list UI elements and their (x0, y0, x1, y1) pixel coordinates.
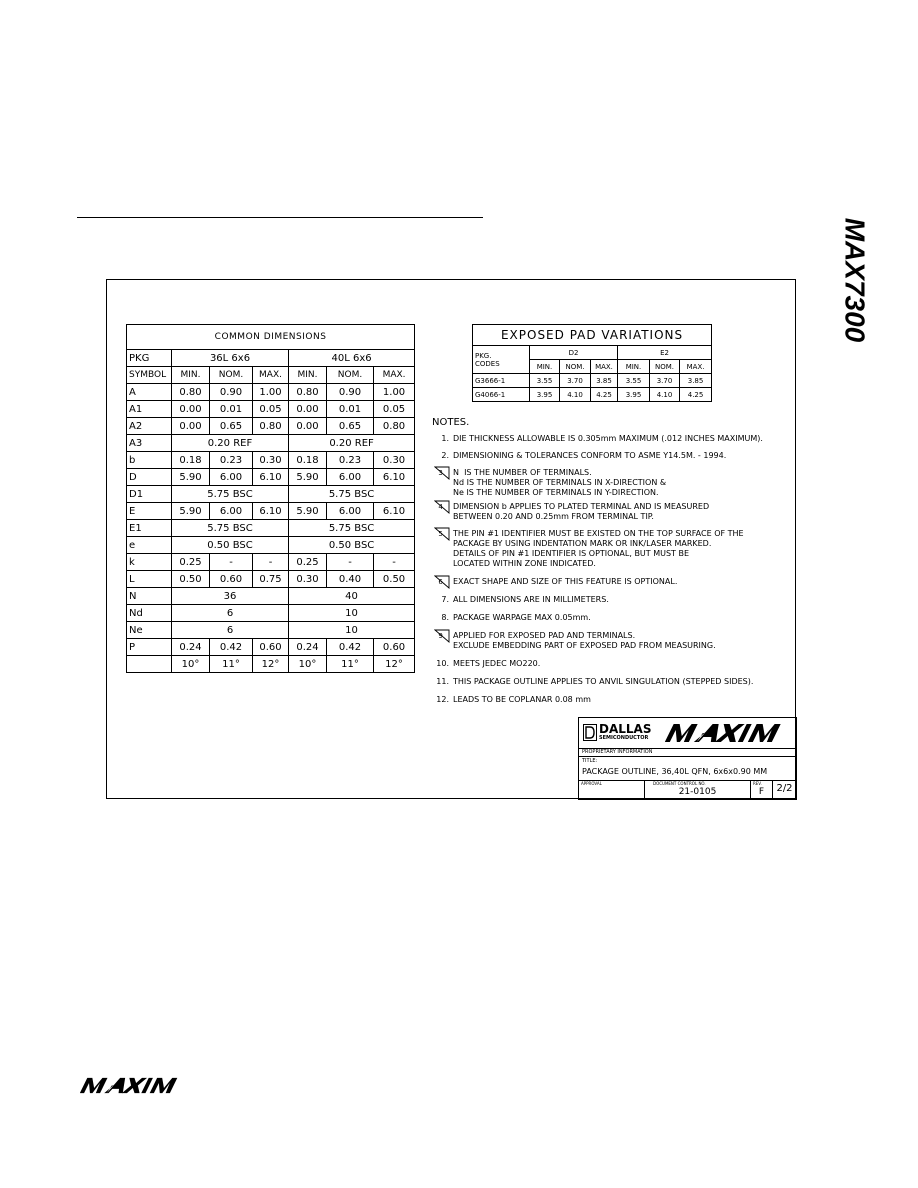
dims-merged-40l: 10 (289, 622, 415, 639)
dims-cell: 0.42 (210, 639, 253, 656)
pkg-36l: 36L 6x6 (172, 350, 289, 367)
dims-symbol: E1 (127, 520, 172, 537)
dims-merged-36l: 0.20 REF (172, 435, 289, 452)
dims-row (127, 469, 415, 486)
pad-col-head: MIN. (530, 360, 560, 374)
note-text: PACKAGE WARPAGE MAX 0.05mm. (453, 613, 591, 622)
dims-cell: - (374, 554, 415, 571)
pkg-codes-label: PKG. CODES (473, 346, 530, 374)
dims-cell: 0.50 (172, 571, 210, 588)
pad-cell: 3.55 (618, 374, 650, 388)
dims-cell: 0.65 (210, 418, 253, 435)
dims-cell: 0.75 (253, 571, 289, 588)
dims-cell: 5.90 (172, 503, 210, 520)
pad-cell: 4.25 (591, 388, 618, 402)
dims-cell: 1.00 (374, 384, 415, 401)
pad-title: EXPOSED PAD VARIATIONS (473, 325, 712, 346)
dims-row (127, 656, 415, 673)
pad-cell: 3.95 (530, 388, 560, 402)
dallas-mark-icon (583, 724, 597, 741)
dims-col-head: NOM. (210, 367, 253, 384)
dims-row (127, 452, 415, 469)
pad-cell: 4.10 (650, 388, 680, 402)
dims-row (127, 622, 415, 639)
note-text: DIMENSIONING & TOLERANCES CONFORM TO ASME Y14.5M. - 1994. (453, 451, 727, 460)
dims-cell: 1.00 (253, 384, 289, 401)
dims-cell: 0.30 (289, 571, 327, 588)
dims-cell: 12° (253, 656, 289, 673)
dims-row (127, 486, 415, 503)
dims-cell: 5.90 (172, 469, 210, 486)
pkg-40l: 40L 6x6 (289, 350, 415, 367)
pad-row (473, 374, 712, 388)
title-row (579, 756, 796, 781)
dims-cell: 0.60 (210, 571, 253, 588)
proprietary-label: PROPRIETARY INFORMATION (582, 749, 653, 755)
note-text: N IS THE NUMBER OF TERMINALS. Nd IS THE NUMBER OF TERMINALS IN X-DIRECTION & Ne IS THE NUMBER OF TERMINALS IN Y-DIRECTION. (453, 468, 667, 497)
note-text: MEETS JEDEC MO220. (453, 659, 541, 668)
doc-control-number: 21-0105 (678, 787, 717, 797)
dims-merged-36l: 36 (172, 588, 289, 605)
dims-row (127, 537, 415, 554)
doc-control-row (579, 780, 796, 799)
dims-row (127, 418, 415, 435)
note-number: 12. (436, 695, 449, 704)
dims-cell: 0.80 (374, 418, 415, 435)
dims-symbol: Nd (127, 605, 172, 622)
dims-cell: 0.80 (289, 384, 327, 401)
note-number: 8. (441, 613, 449, 622)
package-drawing-frame (106, 279, 796, 799)
dims-col-head: MAX. (253, 367, 289, 384)
pad-code: G4066-1 (473, 388, 530, 402)
title-block (578, 717, 797, 800)
dims-cell: - (327, 554, 374, 571)
dims-cell: 0.18 (172, 452, 210, 469)
dims-cell: 10° (172, 656, 210, 673)
pad-cell: 3.95 (618, 388, 650, 402)
dims-merged-40l: 0.20 REF (289, 435, 415, 452)
dims-merged-40l: 0.50 BSC (289, 537, 415, 554)
note-text: DIMENSION b APPLIES TO PLATED TERMINAL AND IS MEASURED BETWEEN 0.20 AND 0.25mm FROM TERMINAL TIP. (453, 502, 710, 521)
dims-symbol: E (127, 503, 172, 520)
pkg-label: PKG (127, 350, 172, 367)
part-number-vertical (824, 205, 884, 355)
note-number: 10. (436, 659, 449, 668)
dims-cell: 0.30 (253, 452, 289, 469)
dims-row (127, 639, 415, 656)
dims-cell: 0.01 (327, 401, 374, 418)
notes-title: NOTES. (432, 417, 470, 428)
approval-label: APPROVAL (581, 781, 602, 786)
dims-symbol: A3 (127, 435, 172, 452)
pad-cell: 3.70 (650, 374, 680, 388)
dims-cell: 0.60 (374, 639, 415, 656)
dims-row (127, 588, 415, 605)
note-text: LEADS TO BE COPLANAR 0.08 mm (453, 695, 591, 704)
pad-code: G3666-1 (473, 374, 530, 388)
dims-cell: 0.24 (289, 639, 327, 656)
dims-merged-36l: 6 (172, 622, 289, 639)
dims-symbol: k (127, 554, 172, 571)
dims-merged-36l: 0.50 BSC (172, 537, 289, 554)
dims-cell: 0.00 (172, 418, 210, 435)
note-text: APPLIED FOR EXPOSED PAD AND TERMINALS. EXCLUDE EMBEDDING PART OF EXPOSED PAD FROM MEASURING. (453, 631, 716, 650)
dims-row (127, 605, 415, 622)
title-label: TITLE: (582, 758, 598, 764)
note-number: 2. (441, 451, 449, 460)
dims-symbol: D (127, 469, 172, 486)
note-number: 4. (438, 503, 445, 511)
footer-maxim-logo-icon (80, 1077, 186, 1094)
pad-cell: 3.85 (591, 374, 618, 388)
dims-merged-40l: 40 (289, 588, 415, 605)
pad-col-head: NOM. (650, 360, 680, 374)
dims-cell: 0.30 (374, 452, 415, 469)
maxim-logo-icon (665, 723, 791, 743)
dims-merged-36l: 5.75 BSC (172, 486, 289, 503)
note-text: ALL DIMENSIONS ARE IN MILLIMETERS. (453, 595, 609, 604)
pad-cell: 3.70 (560, 374, 591, 388)
pad-col-head: MAX. (591, 360, 618, 374)
dims-cell: 0.23 (210, 452, 253, 469)
note-number: 5. (438, 530, 445, 538)
sheet-cell (773, 780, 796, 799)
dims-row (127, 401, 415, 418)
dims-symbol: P (127, 639, 172, 656)
dims-cell: - (253, 554, 289, 571)
dims-cell: 0.40 (327, 571, 374, 588)
rev-label: REV. (753, 781, 762, 786)
pad-col-head: MAX. (680, 360, 712, 374)
dims-cell: 0.80 (172, 384, 210, 401)
dims-cell: 0.25 (289, 554, 327, 571)
common-dimensions-table (126, 324, 415, 673)
dims-cell: 0.90 (327, 384, 374, 401)
dims-cell: 6.10 (374, 469, 415, 486)
dims-cell: 5.90 (289, 469, 327, 486)
dims-cell: 0.05 (253, 401, 289, 418)
dims-cell: 6.00 (327, 503, 374, 520)
dims-symbol (127, 656, 172, 673)
dims-row (127, 520, 415, 537)
dims-merged-36l: 6 (172, 605, 289, 622)
dims-symbol: A (127, 384, 172, 401)
pad-cell: 3.85 (680, 374, 712, 388)
dims-col-head: MAX. (374, 367, 415, 384)
dims-cell: 0.50 (374, 571, 415, 588)
pad-cell: 4.10 (560, 388, 591, 402)
dims-cell: 10° (289, 656, 327, 673)
rev-cell (751, 780, 773, 799)
dims-col-head: MIN. (289, 367, 327, 384)
dallas-logo (583, 722, 661, 744)
dims-cell: 0.60 (253, 639, 289, 656)
dims-cell: 6.10 (253, 503, 289, 520)
dims-row (127, 384, 415, 401)
dims-cell: 0.00 (289, 401, 327, 418)
dims-symbol: e (127, 537, 172, 554)
dims-cell: 0.01 (210, 401, 253, 418)
dims-cell: 5.90 (289, 503, 327, 520)
note-number: 6. (438, 578, 445, 586)
dims-cell: 0.05 (374, 401, 415, 418)
dims-row (127, 571, 415, 588)
note-text: THIS PACKAGE OUTLINE APPLIES TO ANVIL SINGULATION (STEPPED SIDES). (453, 677, 754, 686)
note-number: 3. (438, 469, 445, 477)
pad-row (473, 388, 712, 402)
dims-row (127, 503, 415, 520)
dims-cell: 0.23 (327, 452, 374, 469)
dims-cell: 0.90 (210, 384, 253, 401)
dims-cell: 6.10 (253, 469, 289, 486)
dims-cell: 6.00 (327, 469, 374, 486)
dims-symbol: b (127, 452, 172, 469)
dims-row (127, 435, 415, 452)
dims-cell: 11° (327, 656, 374, 673)
dims-merged-40l: 5.75 BSC (289, 486, 415, 503)
dims-cell: 0.00 (172, 401, 210, 418)
approval-cell (579, 780, 645, 799)
dims-symbol: N (127, 588, 172, 605)
dallas-sub: SEMICONDUCTOR (599, 735, 649, 741)
dims-row (127, 554, 415, 571)
pad-col-head: NOM. (560, 360, 591, 374)
exposed-pad-variations-table (472, 324, 712, 402)
dims-cell: 0.65 (327, 418, 374, 435)
dims-cell: 0.42 (327, 639, 374, 656)
pad-cell: 4.25 (680, 388, 712, 402)
e2-head: E2 (618, 346, 712, 360)
dims-symbol: L (127, 571, 172, 588)
header-rule (77, 217, 483, 218)
title-block-logos (579, 718, 796, 749)
note-text: DIE THICKNESS ALLOWABLE IS 0.305mm MAXIMUM (.012 INCHES MAXIMUM). (453, 434, 763, 443)
doc-control-label: DOCUMENT CONTROL NO. (653, 781, 706, 786)
note-number: 11. (436, 677, 449, 686)
dims-cell: 6.10 (374, 503, 415, 520)
dims-col-head: MIN. (172, 367, 210, 384)
dims-symbol: D1 (127, 486, 172, 503)
dims-cell: 6.00 (210, 469, 253, 486)
dims-symbol: Ne (127, 622, 172, 639)
note-number: 7. (441, 595, 449, 604)
dims-cell: 0.24 (172, 639, 210, 656)
dims-cell: 0.18 (289, 452, 327, 469)
rev-value: F (758, 787, 765, 797)
drawing-title: PACKAGE OUTLINE, 36,40L QFN, 6x6x0.90 MM (582, 767, 768, 776)
dims-cell: 0.80 (253, 418, 289, 435)
dims-merged-40l: 5.75 BSC (289, 520, 415, 537)
d2-head: D2 (530, 346, 618, 360)
dims-title: COMMON DIMENSIONS (127, 325, 415, 350)
dims-symbol: A2 (127, 418, 172, 435)
symbol-label: SYMBOL (127, 367, 172, 384)
dims-cell: 6.00 (210, 503, 253, 520)
note-text: EXACT SHAPE AND SIZE OF THIS FEATURE IS OPTIONAL. (453, 577, 678, 586)
pad-cell: 3.55 (530, 374, 560, 388)
dims-symbol: A1 (127, 401, 172, 418)
note-number: 9. (438, 632, 445, 640)
dims-cell: 12° (374, 656, 415, 673)
doc-control-cell (645, 780, 751, 799)
sheet-number: 2/2 (776, 783, 793, 794)
dims-col-head: NOM. (327, 367, 374, 384)
dims-cell: - (210, 554, 253, 571)
note-number: 1. (441, 434, 449, 443)
dims-cell: 0.00 (289, 418, 327, 435)
pad-col-head: MIN. (618, 360, 650, 374)
dims-cell: 0.25 (172, 554, 210, 571)
dims-merged-40l: 10 (289, 605, 415, 622)
dims-cell: 11° (210, 656, 253, 673)
dims-merged-36l: 5.75 BSC (172, 520, 289, 537)
part-number-text: MAX7300 (839, 217, 871, 343)
note-text: THE PIN #1 IDENTIFIER MUST BE EXISTED ON THE TOP SURFACE OF THE PACKAGE BY USING INDENTATION MARK OR INK/LASER MARKED. DETAILS OF PIN #1 IDENTIFIER IS OPTIONAL, BUT MUST BE LOCATED WITHIN ZONE INDICATED. (453, 529, 744, 568)
dallas-name: DALLAS (599, 722, 652, 736)
